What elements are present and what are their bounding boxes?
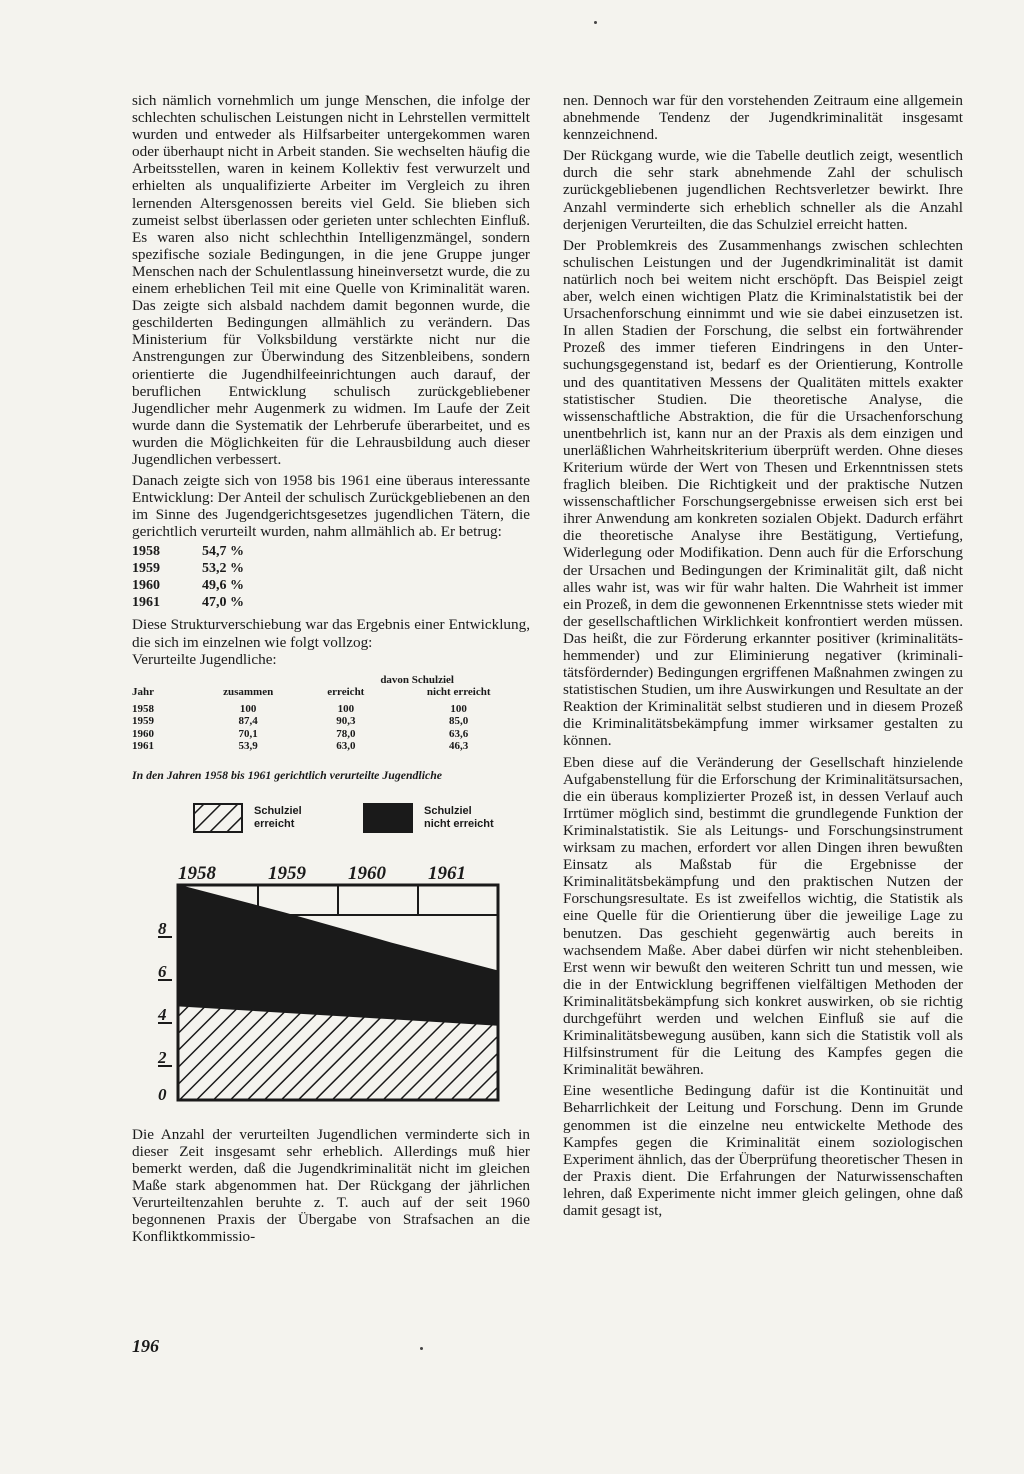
paragraph: Verurteilte Jugendliche: — [132, 650, 277, 668]
table-row — [132, 715, 530, 728]
year: 1960 — [132, 578, 160, 594]
list-item — [132, 561, 244, 578]
column-header: zusammen — [223, 686, 274, 699]
left-column — [132, 92, 530, 1249]
legend-swatch — [194, 804, 242, 832]
paragraph: sich nämlich vornehmlich um junge Menschen, die infolge der schlechten schulischen Leistungen nicht in Lehrstellen vermittelt wurden und entweder als Hilfsarbeiter untergekommen waren oder überhaupt nicht in Arbeit standen. Sie wechselten häufig die Arbeitsstellen, waren in keinem Kollektiv fest verwurzelt und erhielten als unqualifizierte Arbeiter im Vergleich zu ihren lernenden Altersgenossen bereits viel Geld. Sie blieben sich zumeist selbst überlassen oder gerieten unter schlechten Einfluß. Es waren also nicht schlechthin Intelligenzmängel, sondern spezifische soziale Bedingungen, in die jene Gruppe junger Menschen nach der Schulentlassung hineinversetzt wurde, die zu einem erheblichen Teil mit eine Quelle von Kriminalität waren. Das zeigte sich alsbald nachdem damit begonnen wurde, die geschilderten Bedingungen allmählich zu verändern. Das Ministerium für Volksbildung verstärkte nicht nur die Anstrengungen zur Überwindung des Sitzenbleibens, sondern orientierte die Jugendhilfeeinrichtungen auch darauf, der beruflichen Entwicklung schulisch zurückgebliebener Jugendlicher mehr Augenmerk zu widmen. Im Laufe der Zeit wurde dann die Systematik der Lehrberufe überarbeitet, und es wurden die Möglichkeiten für die Lehrausbildung auch dieser Jugendlichen verbessert. — [132, 92, 530, 468]
table-cell: 100 — [450, 702, 467, 715]
x-tick-label: 1959 — [268, 862, 306, 884]
list-item — [132, 544, 244, 561]
paragraph: Die Anzahl der verurteilten Jugendlichen verminderte sich in dieser Zeit insgesamt sehr erheblich. Allerdings muß hier bemerkt werden, daß die Jugendkriminalität nicht im gleichen Maße stark abgenommen hat. Der Rückgang der jährlichen Verurteiltenzahlen beruhte z. T. auch auf der seit 1960 begonnenen Praxis der Übergabe von Strafsachen an die Konfliktkommissio- — [132, 1125, 530, 1246]
speck — [420, 1347, 423, 1350]
table-cell: 1959 — [132, 715, 154, 728]
table-cell: 46,3 — [449, 740, 469, 753]
legend-label: Schulziel nicht erreicht — [424, 804, 494, 830]
table-cell: 53,9 — [238, 740, 258, 753]
table-row — [132, 740, 530, 753]
speck — [594, 21, 597, 24]
chart-title: In den Jahren 1958 bis 1961 gerichtlich verurteilte Jugendliche — [132, 767, 443, 782]
list-item — [132, 578, 244, 595]
percentage: 49,6 % — [202, 578, 244, 594]
column-header: erreicht — [327, 686, 365, 699]
y-tick-label: 0 — [158, 1084, 167, 1104]
table-row — [132, 728, 530, 741]
percentage: 47,0 % — [202, 595, 244, 611]
percentage-list — [132, 544, 244, 612]
chart-legend — [194, 804, 494, 832]
x-tick-label: 1958 — [178, 862, 216, 884]
table-cell: 87,4 — [238, 715, 258, 728]
table-cell: 1961 — [132, 740, 154, 753]
paragraph: Diese Strukturverschiebung war das Ergebnis einer Entwicklung, die sich im einzelnen wie folgt vollzog: — [132, 616, 530, 651]
table-cell: 1958 — [132, 702, 154, 715]
paragraph: Eine wesentliche Bedingung dafür ist die Kontinuität und Beharrlichkeit der Leitung und Forschung. Denn im Grunde genommen ist die einzelne neu entwickelte Methode des Kampfes gegen die Kriminalität einem soziologischen Experiment ähnlich, das der Überprüfung theoretischer Thesen in der Praxis dient. Die Erfahrungen der Naturwissenschaften lehren, daß Experimente nicht immer gleich gelingen, ohne daß damit gesagt ist, — [563, 1082, 963, 1219]
plot-area — [157, 863, 498, 1104]
percentage: 53,2 % — [202, 561, 244, 577]
table-cell: 90,3 — [336, 715, 356, 728]
page-number: 196 — [132, 1336, 159, 1356]
right-column — [563, 92, 963, 1223]
table-cell: 63,0 — [336, 740, 356, 753]
table-group-header: davon Schulziel — [380, 673, 454, 686]
column-header: nicht erreicht — [426, 686, 491, 699]
y-tick-label: 4 — [158, 1004, 167, 1024]
x-tick-label: 1960 — [348, 862, 386, 884]
y-tick-label: 2 — [158, 1047, 167, 1067]
percentage: 54,7 % — [202, 544, 244, 560]
year: 1959 — [132, 561, 160, 577]
paragraph: Danach zeigte sich von 1958 bis 1961 eine überaus interessante Entwicklung: Der Anteil der schulisch Zurückgebliebenen an den im Sinne des Jugendgerichtsgesetzes jugendlichen Tätern, die gerichtlich verurteilt wurden, nahm allmählich ab. Er betrug: — [132, 472, 530, 541]
paragraph: Der Rückgang wurde, wie die Tabelle deutlich zeigt, wesentlich durch die sehr stark abnehmende Zahl der schulisch zurückgebliebenen jugendlichen Rechtsverletzer bewirkt. Ihre Anzahl verminderte sich erheblich schneller als die Anzahl derjenigen Verurteilten, die das Schulziel erreicht hatten. — [563, 147, 963, 233]
table-row — [132, 703, 530, 716]
x-tick-label: 1961 — [428, 862, 466, 884]
legend-swatch — [364, 804, 412, 832]
table-cell: 85,0 — [449, 715, 469, 728]
table-cell: 100 — [239, 702, 257, 715]
column-header: Jahr — [132, 686, 154, 699]
conviction-table — [132, 674, 530, 753]
year: 1961 — [132, 595, 160, 611]
table-cell: 63,6 — [449, 727, 469, 740]
table-cell: 100 — [337, 702, 355, 715]
y-tick-label: 8 — [158, 918, 167, 938]
area-chart — [132, 790, 530, 1120]
table-cell: 78,0 — [336, 727, 356, 740]
y-tick-label: 6 — [158, 961, 167, 981]
table-cell: 70,1 — [238, 727, 258, 740]
paragraph: Eben diese auf die Veränderung der Gesellschaft hinzielende Aufgabenstellung für die Erforschung der Kriminalitätsursachen, die ein überaus komplizierter Prozeß ist, in dessen Verlauf auch Irrtümer möglich sind, bestimmt die grundlegende Funktion der Kriminalstatistik. Sie als Leitungs- und Forschungsinstrument wirksam zu machen, erfordert vor allen Dingen ihren bewußten Einsatz als Maßstab für die Ergebnisse der Kriminalitätsbekämpfung und den praktischen Nutzen der Forschungsresultate. Es ist zweifellos wichtig, die Statistik als eine Quelle für die Orientierung über die jeweilige Lage zu benutzen. Das geschieht gegenwärtig auch bereits in wachsendem Maße. Aber dabei dürfen wir nicht stehenbleiben. Erst wenn wir bewußt den weiteren Schritt tun und messen, wie die in der Entwicklung begriffenen vielfältigen Methoden der Kriminalitätsbekämpfung sich konkret auswirken, ob sie richtig durchgeführt werden und welchen Einfluß sie auf die Kriminalitätsbewegung ausüben, kann sich die Statistik voll als Hilfsinstrument für die Leitung des Kampfes gegen die Kriminalität bewähren. — [563, 753, 963, 1079]
table-cell: 1960 — [132, 727, 154, 740]
year: 1958 — [132, 544, 160, 560]
paragraph: Der Problemkreis des Zusammenhangs zwischen schlechten schulischen Leistungen und der Jugendkriminalität ist damit natürlich noch bei weitem nicht erschöpft. Das Beispiel zeigt aber, welch einen wichtigen Platz die Kriminalstatistik bei der Ursachenforschung einnimmt und wie sie dabei einzusetzen ist. In allen Stadien der Forschung, die selbst ein fortwährender Prozeß des immer tieferen Eindringens in den Untersuchungsgegenstand ist, bedarf es der Orientierung, Kontrolle und des quantitativen Messens der Qualitäten mittels exakter statistischer Studien. Die theoretische Analyse, die wissenschaftliche Abstraktion, die für die Ursachenforschung unentbehrlich ist, kann nur an der Praxis als dem einzigen und unerläßlichen Wahrheitskriterium überprüft werden. Ohne dieses Kriterium würde der Wert von Thesen und Erkenntnissen stets fraglich bleiben. Die Richtigkeit und der praktische Nutzen wissenschaftlicher Forschungsergebnisse erweisen sich erst bei ihrer Anwendung am konkreten sozialen Objekt. Dadurch erfährt die theoretische Analyse ihre Bestätigung, Vertiefung, Widerlegung oder Modifikation. Denn auch für die Erforschung der Ursachen und Bedingungen der Kriminalität gilt, daß nicht alles wahr ist, was wir für wahr halten. Die Wahrheit ist immer ein Prozeß, in dem die gewonnenen Erkenntnisse stets wieder mit der gesellschaftlichen Wirklichkeit konfrontiert werden müssen. Das heißt, die zur Förderung erkannter positiver (kriminalitätshemmender) und zur Eliminierung negativer (kriminalitätsfördernder) Bedingungen ergriffenen Maßnahmen zwingen zu statistischen Studien, um ihre Auswirkungen und Resultate an der Reaktion der Kriminalität selbst studieren und in diesem Prozeß die Kriminalitätsbekämpfung immer wirksamer gestalten zu können. — [563, 236, 963, 750]
table-header-row — [132, 686, 530, 699]
legend-label: Schulziel erreicht — [254, 804, 302, 830]
paragraph: nen. Dennoch war für den vorstehenden Zeitraum eine allgemein abnehmende Tendenz der Jugendkriminalität insgesamt kennzeichnend. — [563, 92, 963, 144]
list-item — [132, 595, 244, 612]
